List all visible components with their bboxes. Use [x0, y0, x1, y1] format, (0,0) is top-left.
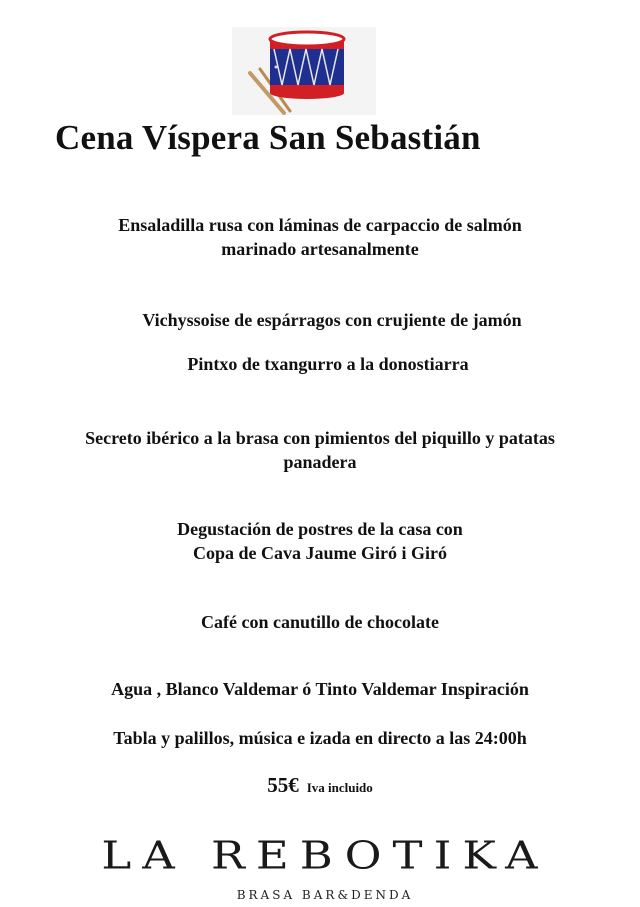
- menu-item-pintxo: [0, 352, 640, 376]
- menu-item-line: Ensaladilla rusa con láminas de carpaccio de salmón: [118, 215, 522, 235]
- drum-icon: [232, 27, 376, 115]
- menu-item-line: panadera: [283, 452, 357, 472]
- drum-image: [232, 27, 376, 115]
- menu-item-line: Agua , Blanco Valdemar ó Tinto Valdemar Inspiración: [111, 679, 529, 699]
- menu-item-cafe: [0, 610, 640, 634]
- price-amount: 55€: [267, 773, 299, 797]
- menu-item-tabla: [0, 726, 640, 750]
- menu-item-line: Pintxo de txangurro a la donostiarra: [187, 354, 469, 374]
- logo-name: LA REBOTIKA: [101, 833, 549, 879]
- logo-subtitle: BRASA BAR&DENDA: [236, 888, 414, 902]
- page-title: Cena Víspera San Sebastián: [55, 118, 481, 157]
- price-note: Iva incluido: [306, 780, 373, 795]
- menu-item-line: Copa de Cava Jaume Giró i Giró: [193, 543, 447, 563]
- menu-item-line: Café con canutillo de chocolate: [201, 612, 439, 632]
- menu-item-bebidas: [0, 677, 640, 701]
- menu-item-postres: [0, 517, 640, 565]
- menu-item-line: Vichyssoise de espárragos con crujiente de jamón: [142, 310, 522, 330]
- menu-item-secreto: [0, 426, 640, 474]
- menu-item-vichyssoise: [0, 308, 640, 332]
- menu-item-line: Degustación de postres de la casa con: [177, 519, 463, 539]
- price: [0, 773, 640, 798]
- menu-item-line: Tabla y palillos, música e izada en directo a las 24:00h: [113, 728, 527, 748]
- menu-item-line: Secreto ibérico a la brasa con pimientos del piquillo y patatas: [85, 428, 555, 448]
- la-rebotika-logo: [30, 833, 620, 903]
- menu-item-line: marinado artesanalmente: [221, 239, 419, 259]
- menu-item-ensaladilla: [0, 213, 640, 261]
